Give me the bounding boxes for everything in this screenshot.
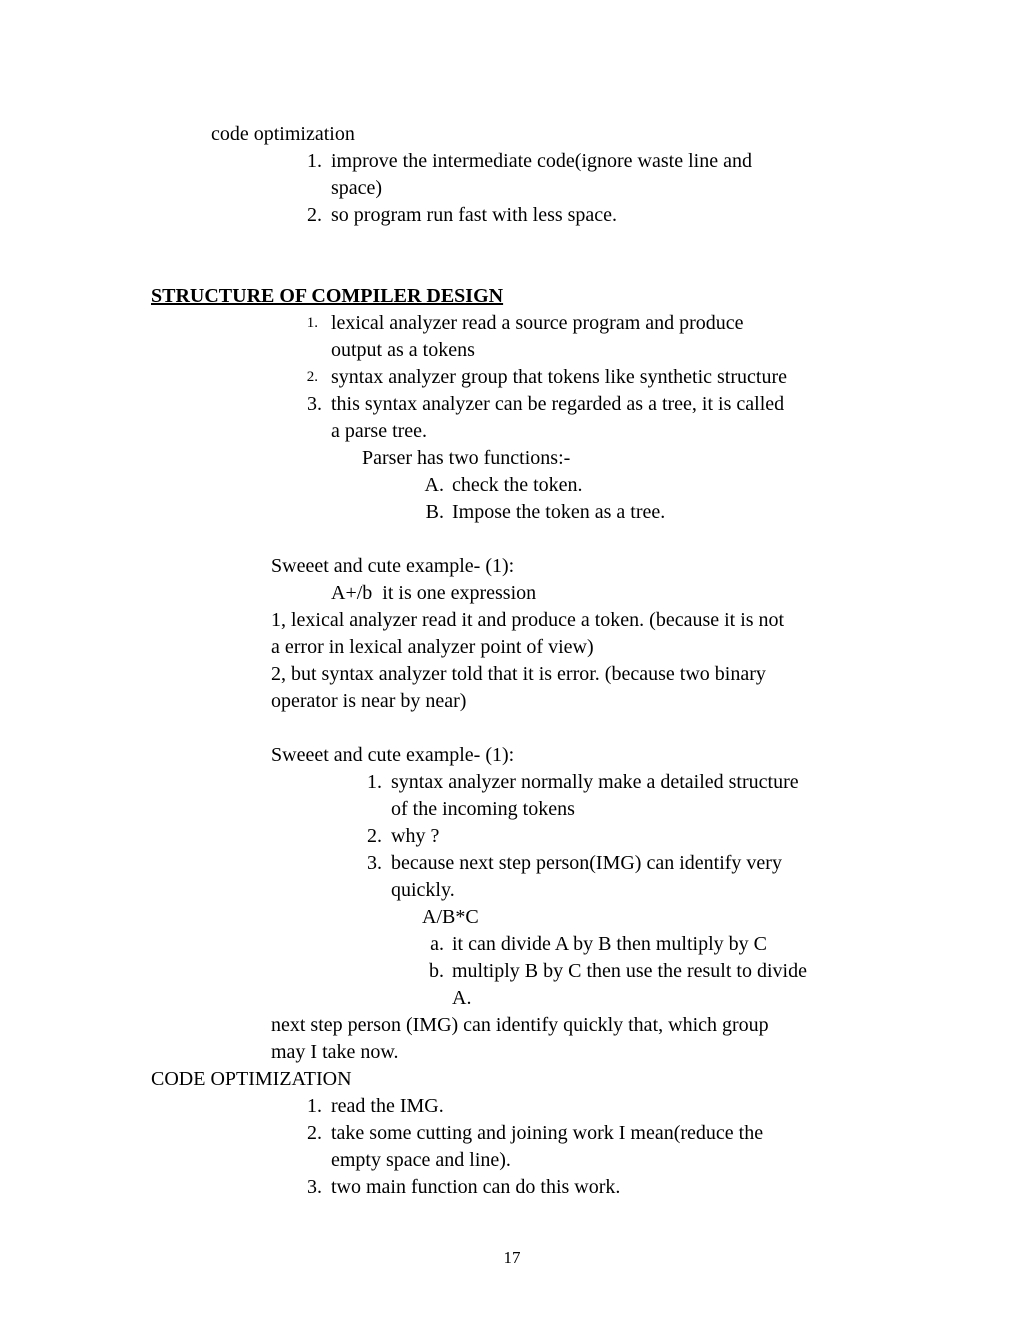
list-number: 1. [306, 315, 318, 331]
paragraph-line: a error in lexical analyzer point of view) [271, 636, 594, 658]
example-expression: A+/b it is one expression [331, 582, 537, 604]
list-item-text: of the incoming tokens [391, 798, 575, 820]
paragraph-line: 1, lexical analyzer read it and produce a token. (because it is not [271, 609, 785, 631]
section-heading-code-optimization: CODE OPTIMIZATION [151, 1068, 352, 1090]
list-item-text: it can divide A by B then multiply by C [452, 933, 767, 955]
list-item-text: because next step person(IMG) can identify very [391, 852, 782, 874]
section-heading-structure: STRUCTURE OF COMPILER DESIGN [151, 285, 504, 307]
list-number: 2. [307, 1122, 322, 1144]
list-item-text: syntax analyzer group that tokens like synthetic structure [331, 366, 787, 388]
list-item-text: why ? [391, 825, 440, 847]
list-letter: a. [430, 933, 444, 955]
list-number: 1. [307, 1095, 322, 1117]
list-item-text: this syntax analyzer can be regarded as a tree, it is called [331, 393, 785, 415]
list-number: 1. [307, 150, 322, 172]
list-letter: b. [429, 960, 444, 982]
paragraph-line: may I take now. [271, 1041, 399, 1063]
paragraph-line: next step person (IMG) can identify quickly that, which group [271, 1014, 769, 1036]
list-number: 1. [367, 771, 382, 793]
list-item-text: multiply B by C then use the result to divide [452, 960, 807, 982]
list-item-text: space) [331, 177, 383, 199]
list-item-text: A. [452, 987, 472, 1009]
list-item-text: check the token. [452, 474, 583, 496]
list-item-text: improve the intermediate code(ignore waste line and [331, 150, 752, 172]
parser-title: Parser has two functions:- [362, 447, 571, 469]
list-item-text: so program run fast with less space. [331, 204, 618, 226]
list-number: 3. [307, 393, 322, 415]
list-number: 2. [306, 369, 318, 385]
list-item-text: two main function can do this work. [331, 1176, 621, 1198]
list-item-text: output as a tokens [331, 339, 475, 361]
list-item-text: take some cutting and joining work I mean(reduce the [331, 1122, 764, 1144]
list-number: 2. [367, 825, 382, 847]
list-item-text: empty space and line). [331, 1149, 511, 1171]
list-letter: B. [425, 501, 444, 523]
section-title-code-optimization: code optimization [211, 123, 355, 145]
example-expression: A/B*C [422, 906, 479, 928]
example-title: Sweeet and cute example- (1): [271, 744, 515, 766]
list-item-text: lexical analyzer read a source program and produce [331, 312, 744, 334]
list-item-text: syntax analyzer normally make a detailed structure [391, 771, 799, 793]
page-number: 17 [503, 1248, 521, 1267]
example-title: Sweeet and cute example- (1): [271, 555, 515, 577]
list-number: 3. [307, 1176, 322, 1198]
list-item-text: quickly. [391, 879, 455, 901]
list-item-text: read the IMG. [331, 1095, 444, 1117]
list-item-text: a parse tree. [331, 420, 428, 442]
list-letter: A. [424, 474, 444, 496]
paragraph-line: operator is near by near) [271, 690, 467, 712]
list-item-text: Impose the token as a tree. [452, 501, 666, 523]
list-number: 2. [307, 204, 322, 226]
paragraph-line: 2, but syntax analyzer told that it is error. (because two binary [271, 663, 766, 685]
list-number: 3. [367, 852, 382, 874]
